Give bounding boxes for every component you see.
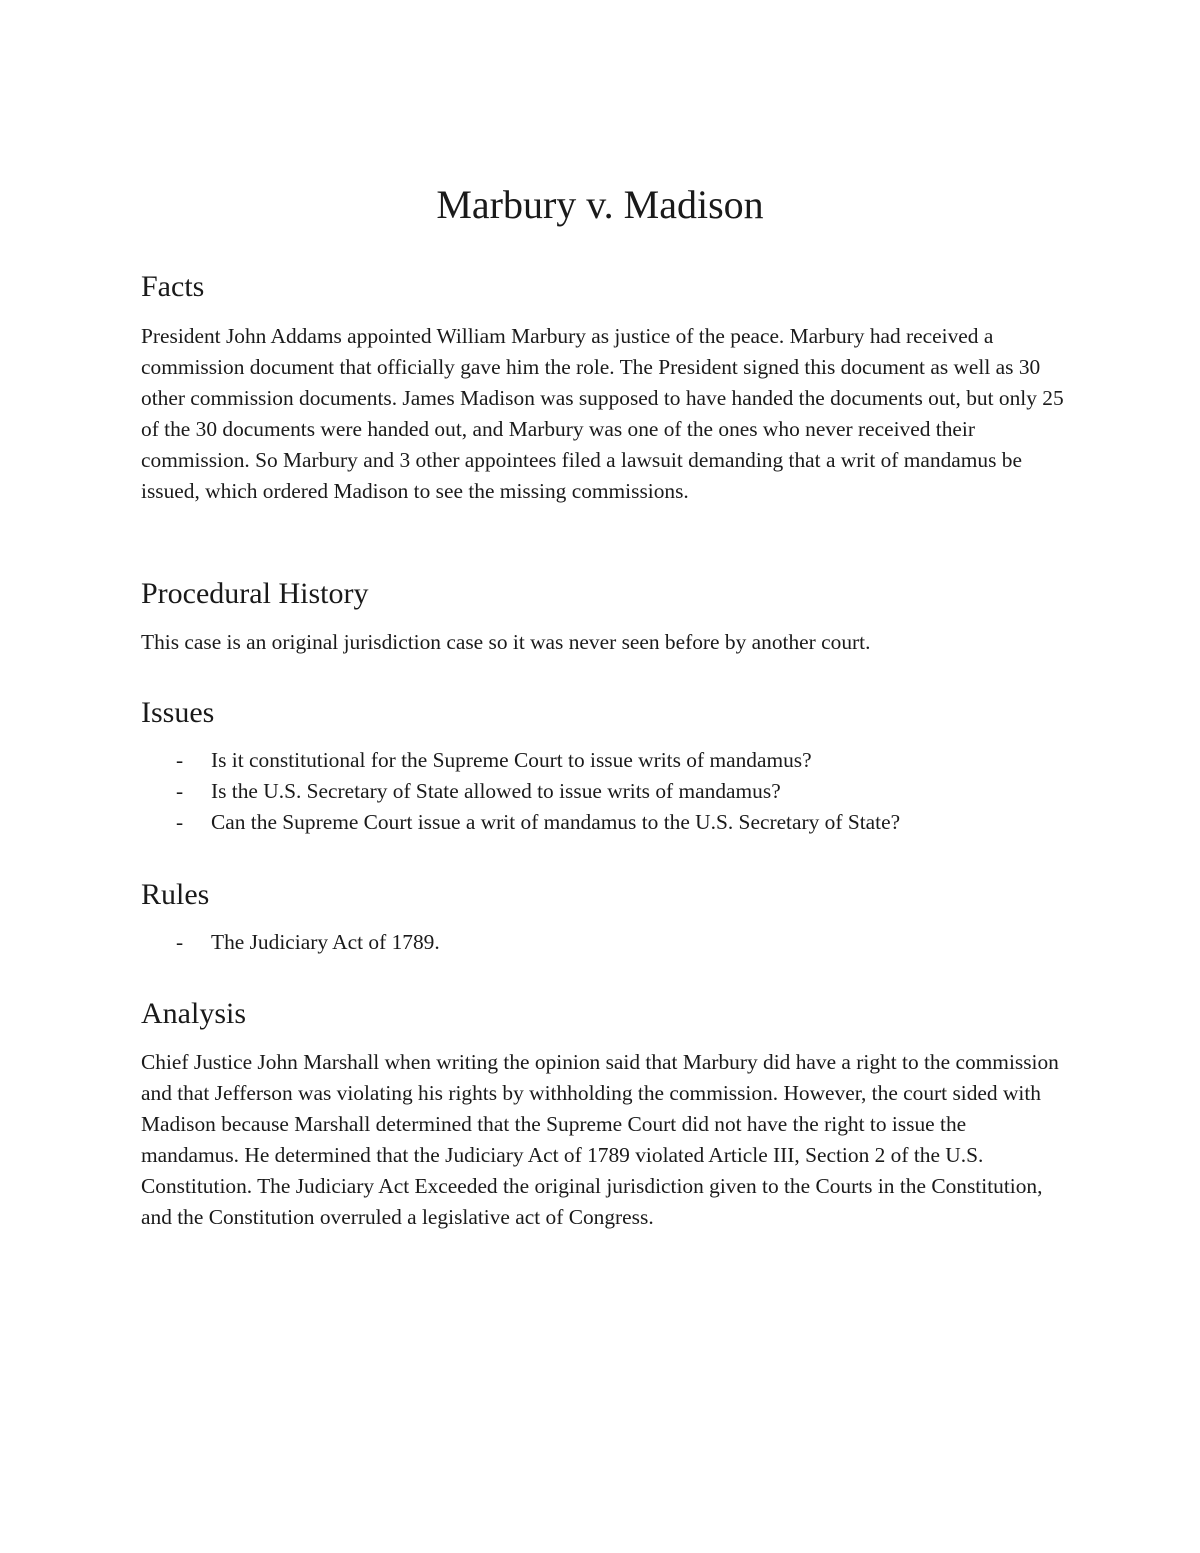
list-item [176,745,900,776]
analysis-heading: Analysis [141,997,246,1030]
document-title: Marbury v. Madison [436,182,764,227]
issue-text: Is the U.S. Secretary of State allowed to issue writs of mandamus? [211,779,781,803]
issues-list [176,745,900,838]
issues-heading: Issues [141,696,215,729]
bullet-dash: - [176,748,184,772]
rule-text: The Judiciary Act of 1789. [211,930,440,954]
bullet-dash: - [176,779,184,803]
analysis-paragraph: Chief Justice John Marshall when writing the opinion said that Marbury did have a right to the commission and that Jefferson was violating his rights by withholding the commission. However, the court sided with Madison because Marshall determined that the Supreme Court did not have the right to issue the mandamus. He determined that the Judiciary Act of 1789 violated Article III, Section 2 of the U.S. Constitution. The Judiciary Act Exceeded the original jurisdiction given to the Courts in the Constitution, and the Constitution overruled a legislative act of Congress. [141,1050,1059,1229]
list-item [176,927,440,958]
facts-paragraph: President John Addams appointed William Marbury as justice of the peace. Marbury had received a commission document that officially gave him the role. The President signed this document as well as 30 other commission documents. James Madison was supposed to have handed the documents out, but only 25 of the 30 documents were handed out, and Marbury was one of the ones who never received their commission. So Marbury and 3 other appointees filed a lawsuit demanding that a writ of mandamus be issued, which ordered Madison to see the missing commissions. [141,324,1064,503]
procedural-history-paragraph: This case is an original jurisdiction case so it was never seen before by another court. [141,630,871,654]
rules-heading: Rules [141,878,210,911]
procedural-history-heading: Procedural History [141,577,369,610]
issue-text: Can the Supreme Court issue a writ of mandamus to the U.S. Secretary of State? [211,810,901,834]
facts-heading: Facts [141,270,205,303]
rules-list [176,927,440,958]
issue-text: Is it constitutional for the Supreme Court to issue writs of mandamus? [211,748,812,772]
bullet-dash: - [176,810,184,834]
bullet-dash: - [176,930,184,954]
list-item [176,807,900,838]
list-item [176,776,900,807]
